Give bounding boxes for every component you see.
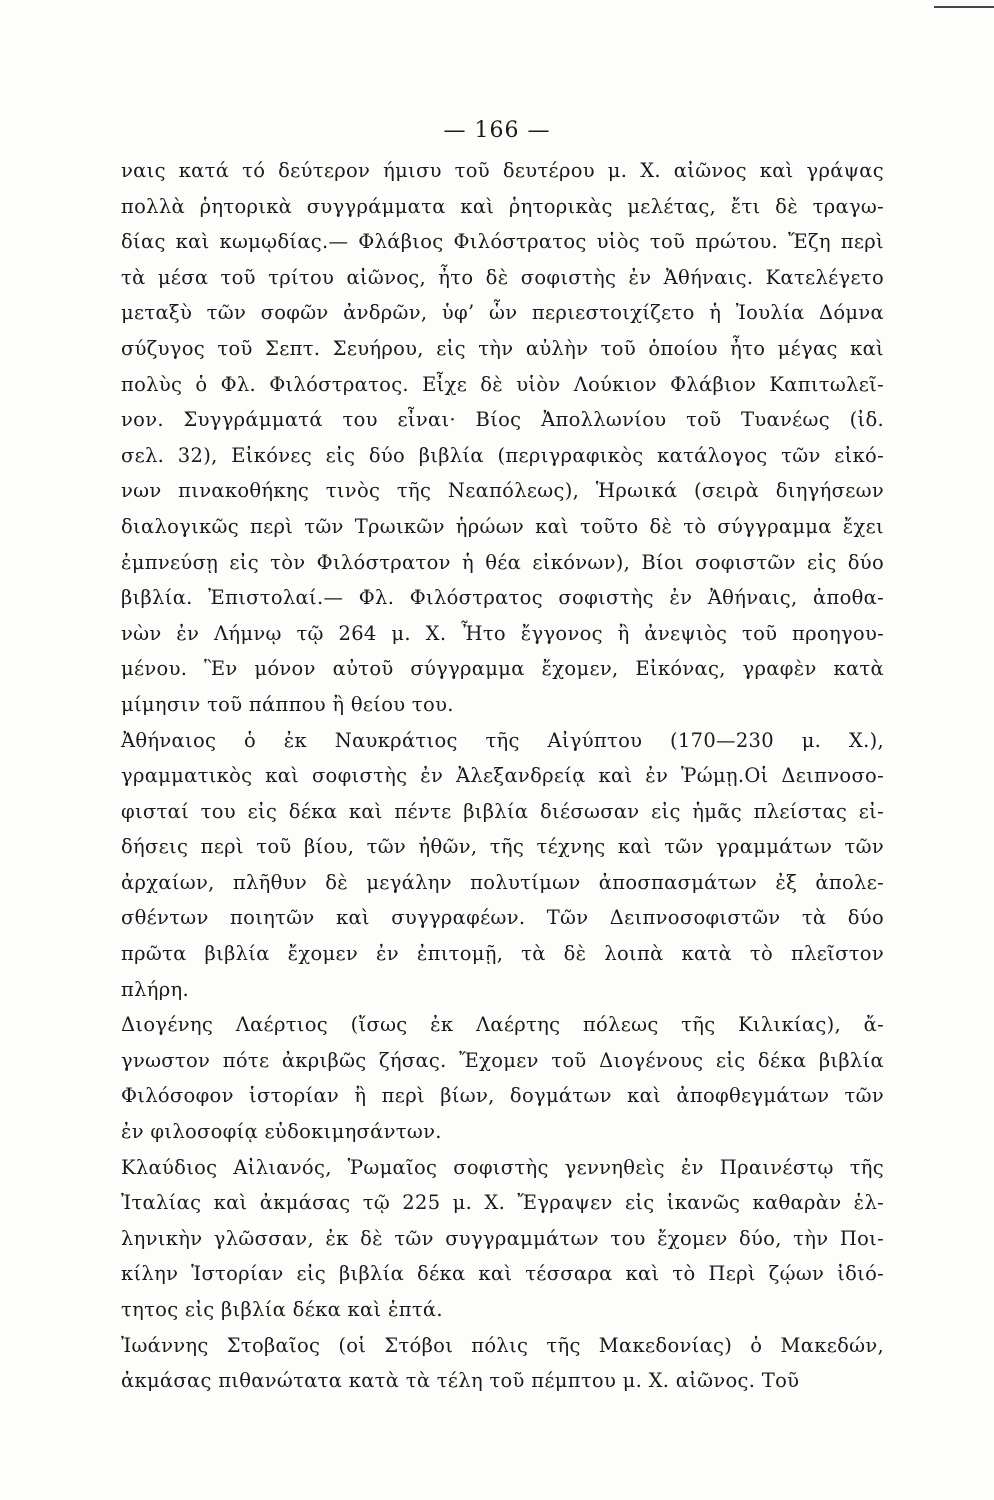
text-line: νων πινακοθήκης τινὸς τῆς Νεαπόλεως), Ἡρωικά (σειρὰ διηγήσεων [121,479,884,503]
text-line: ναις κατά τό δεύτερον ήμισυ τοῦ δευτέρου μ. Χ. αἰῶνος καὶ γράψας [121,159,884,182]
text-line: μίμησιν τοῦ πάππου ἢ θείου του. [121,692,454,716]
text-line: ἐν φιλοσοφίᾳ εὐδοκιμησάντων. [121,1120,442,1144]
text-line: ἀρχαίων, πλῆθυν δὲ μεγάλην πολυτίμων ἀποσπασμάτων ἐξ ἀπολε- [121,870,884,894]
text-line: Κλαύδιος Αἰλιανός, Ῥωμαῖος σοφιστὴς γεννηθεὶς ἐν Πραινέστῳ τῆς [121,1155,884,1179]
text-line: τὰ μέσα τοῦ τρίτου αἰῶνος, ἦτο δὲ σοφιστὴς ἐν Ἀθήναις. Κατελέγετο [121,265,884,289]
text-line: γραμματικὸς καὶ σοφιστὴς ἐν Ἀλεξανδρείᾳ καὶ ἐν Ῥώμῃ.Οἱ Δειπνοσο- [121,764,884,788]
text-line: Ἀθήναιος ὁ ἐκ Ναυκράτιος τῆς Αἰγύπτου (170—230 μ. Χ.), [121,728,884,752]
text-line: Φιλόσοφον ἱστορίαν ἢ περὶ βίων, δογμάτων καὶ ἀποφθεγμάτων τῶν [121,1084,884,1108]
text-line: ἀκμάσας πιθανώτατα κατὰ τὰ τέλη τοῦ πέμπτου μ. Χ. αἰῶνος. Τοῦ [121,1369,800,1393]
text-line: δήσεις περὶ τοῦ βίου, τῶν ἠθῶν, τῆς τέχνης καὶ τῶν γραμμάτων τῶν [121,835,884,859]
text-line: φισταί του εἰς δέκα καὶ πέντε βιβλία διέσωσαν εἰς ἡμᾶς πλείστας εἰ- [121,799,884,823]
text-line: βιβλία. Ἐπιστολαί.— Φλ. Φιλόστρατος σοφιστὴς ἐν Ἀθήναις, ἀποθα- [121,586,884,610]
text-line: Ἰωάννης Στοβαῖος (οἱ Στόβοι πόλις τῆς Μακεδονίας) ὁ Μακεδών, [121,1333,884,1357]
text-line: ἐμπνεύσῃ εἰς τὸν Φιλόστρατον ἡ θέα εἰκόνων), Βίοι σοφιστῶν εἰς δύο [121,550,884,574]
text-line: γνωστον πότε ἀκριβῶς ζήσας. Ἔχομεν τοῦ Διογένους εἰς δέκα βιβλία [121,1048,884,1072]
text-line: δίας καὶ κωμῳδίας.— Φλάβιος Φιλόστρατος υἱὸς τοῦ πρώτου. Ἔζη περὶ [121,230,884,254]
scan-edge-mark [934,0,994,8]
text-line: τητος εἰς βιβλία δέκα καὶ ἑπτά. [121,1298,443,1321]
page-number: — 166 — [443,118,551,143]
text-line: μεταξὺ τῶν σοφῶν ἀνδρῶν, ὑφ’ ὧν περιεστοιχίζετο ἡ Ἰουλία Δόμνα [121,301,884,325]
text-line: διαλογικῶς περὶ τῶν Τρωικῶν ἡρώων καὶ τοῦτο δὲ τὸ σύγγραμμα ἔχει [121,514,884,538]
text-line: μένου. Ἓν μόνον αὐτοῦ σύγγραμμα ἔχομεν, Εἰκόνας, γραφὲν κατὰ [121,657,884,681]
text-line: πολὺς ὁ Φλ. Φιλόστρατος. Εἶχε δὲ υἱὸν Λούκιον Φλάβιον Καπιτωλεῖ- [121,372,884,396]
text-line: κίλην Ἱστορίαν εἰς βιβλία δέκα καὶ τέσσαρα καὶ τὸ Περὶ ζῴων ἰδιό- [121,1262,884,1286]
body-text [121,153,884,1399]
text-line: νον. Συγγράμματά του εἶναι· Βίος Ἀπολλωνίου τοῦ Τυανέως (ἰδ. [121,408,884,432]
text-line: νὼν ἐν Λήμνῳ τῷ 264 μ. Χ. Ἦτο ἔγγονος ἢ ἀνεψιὸς τοῦ προηγου- [121,621,884,645]
text-line: σύζυγος τοῦ Σεπτ. Σευήρου, εἰς τὴν αὐλὴν τοῦ ὁποίου ἦτο μέγας καὶ [121,336,884,360]
text-line: Ἰταλίας καὶ ἀκμάσας τῷ 225 μ. Χ. Ἔγραψεν εἰς ἱκανῶς καθαρὰν ἑλ- [121,1191,884,1215]
text-line: πρῶτα βιβλία ἔχομεν ἐν ἐπιτομῇ, τὰ δὲ λοιπὰ κατὰ τὸ πλεῖστον [121,942,884,966]
text-line: σελ. 32), Εἰκόνες εἰς δύο βιβλία (περιγραφικὸς κατάλογος τῶν εἰκό- [121,443,884,467]
text-line: σθέντων ποιητῶν καὶ συγγραφέων. Τῶν Δειπνοσοφιστῶν τὰ δύο [121,906,884,930]
text-line: ληνικὴν γλῶσσαν, ἐκ δὲ τῶν συγγραμμάτων του ἔχομεν δύο, τὴν Ποι- [121,1226,884,1250]
text-line: πολλὰ ῥητορικὰ συγγράμματα καὶ ῥητορικὰς μελέτας, ἔτι δὲ τραγω- [121,194,884,218]
text-line: πλήρη. [121,977,190,1001]
text-line: Διογένης Λαέρτιος (ἴσως ἐκ Λαέρτης πόλεως τῆς Κιλικίας), ἄ- [121,1013,884,1037]
